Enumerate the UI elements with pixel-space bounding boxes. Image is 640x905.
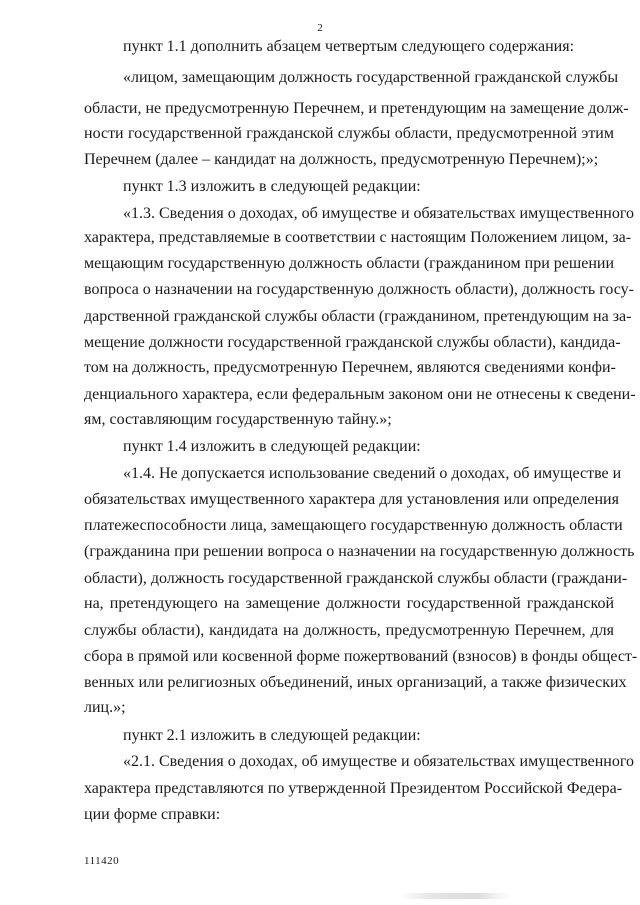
text-line: пункт 2.1 изложить в следующей редакции: xyxy=(123,727,421,744)
text-line: денциального характера, если федеральным законом они не отнесены к сведени- xyxy=(84,386,636,403)
text-line: службы области), кандидата на должность, предусмотренную Перечнем, для xyxy=(84,622,614,639)
text-line: характера представляются по утвержденной Президентом Российской Федера- xyxy=(84,780,623,797)
text-line: дарственной гражданской службы области (гражданином, претендующим на за- xyxy=(84,308,632,325)
text-line: обязательствах имущественного характера для установления или определения xyxy=(84,491,619,508)
text-line: том на должность, предусмотренную Перечнем, являются сведениями конфи- xyxy=(84,359,616,376)
text-line: ности государственной гражданской службы области, предусмотренной этим xyxy=(84,125,614,142)
document-code: 111420 xyxy=(84,855,120,867)
text-line: пункт 1.1 дополнить абзацем четвертым следующего содержания: xyxy=(123,38,575,55)
text-line: платежеспособности лица, замещающего государственную должность области xyxy=(84,517,623,534)
text-line: вопроса о назначении на государственную должность области), должность госу- xyxy=(84,281,634,298)
text-line: «1.4. Не допускается использование сведений о доходах, об имуществе и xyxy=(123,465,622,482)
text-line: ции форме справки: xyxy=(84,806,221,823)
text-line: мещающим государственную должность области (гражданином при решении xyxy=(84,255,614,272)
text-line: лиц.»; xyxy=(84,699,126,716)
text-line: Перечнем (далее – кандидат на должность, предусмотренную Перечнем);»; xyxy=(84,151,599,168)
text-line: области), должность государственной гражданской службы области (граждани- xyxy=(84,570,628,587)
text-line: пункт 1.3 изложить в следующей редакции: xyxy=(123,178,421,195)
text-line: «1.3. Сведения о доходах, об имуществе и обязательствах имущественного xyxy=(123,205,635,222)
text-line: мещение должности государственной гражданской службы области), кандида- xyxy=(84,334,621,351)
text-line: венных или религиозных объединений, иных организаций, а также физических xyxy=(84,674,627,691)
text-line: «лицом, замещающим должность государственной гражданской службы xyxy=(123,69,619,86)
text-line: характера, представляемые в соответствии с настоящим Положением лицом, за- xyxy=(84,229,632,246)
text-line: пункт 1.4 изложить в следующей редакции: xyxy=(123,438,421,455)
text-line: ям, составляющим государственную тайну.»; xyxy=(84,411,392,428)
scan-smudge xyxy=(400,893,510,899)
text-line: «2.1. Сведения о доходах, об имуществе и обязательствах имущественного xyxy=(123,753,635,770)
text-line: сбора в прямой или косвенной форме пожертвований (взносов) в фонды общест- xyxy=(84,648,638,665)
text-line: на, претендующего на замещение должности государственной гражданской xyxy=(84,595,614,612)
page-number: 2 xyxy=(317,22,323,34)
text-line: (гражданина при решении вопроса о назначении на государственную должность xyxy=(84,543,635,560)
text-line: области, не предусмотренную Перечнем, и претендующим на замещение долж- xyxy=(84,100,629,117)
